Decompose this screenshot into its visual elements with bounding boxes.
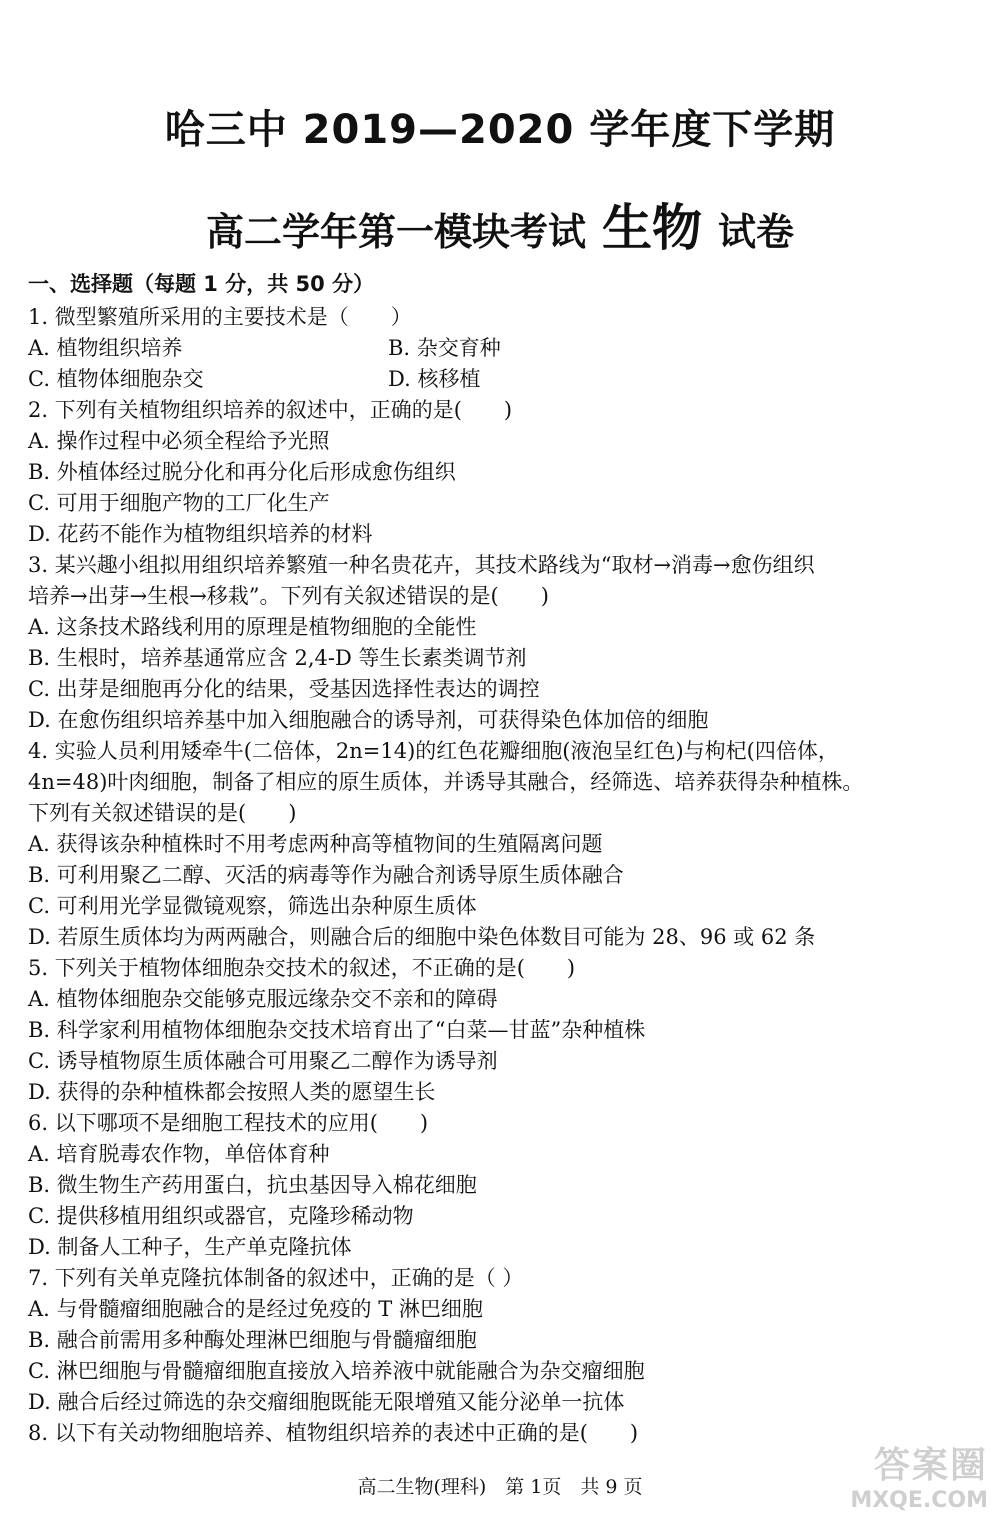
exam-title: 哈三中 2019—2020 学年度下学期 [164, 107, 836, 153]
option-item: C. 植物体细胞杂交 [28, 367, 204, 391]
text-line: B. 生根时，培养基通常应含 2,4-D 等生长素类调节剂 [28, 646, 527, 670]
question-stem: 1. 微型繁殖所采用的主要技术是（ ） [28, 305, 412, 329]
text-line: D. 若原生质体均为两两融合，则融合后的细胞中染色体数目可能为 28、96 或 62 条 [28, 925, 816, 949]
text-line: D. 获得的杂种植株都会按照人类的愿望生长 [28, 1080, 436, 1104]
question-stem: 6. 以下哪项不是细胞工程技术的应用( ) [28, 1111, 429, 1135]
exam-subtitle [0, 188, 1000, 260]
question-stem: 5. 下列关于植物体细胞杂交技术的叙述，不正确的是( ) [28, 956, 576, 980]
text-line: D. 融合后经过筛选的杂交瘤细胞既能无限增殖又能分泌单一抗体 [28, 1390, 625, 1414]
page-footer: 高二生物(理科) 第 1页 共 9 页 [357, 1476, 643, 1498]
text-line: D. 花药不能作为植物组织培养的材料 [28, 522, 373, 546]
question-stem: 3. 某兴趣小组拟用组织培养繁殖一种名贵花卉，其技术路线为“取材→消毒→愈伤组织 [28, 553, 815, 577]
text-line: A. 获得该杂种植株时不用考虑两种高等植物间的生殖隔离问题 [28, 832, 603, 856]
section-heading: 一、选择题（每题 1 分，共 50 分） [28, 272, 375, 296]
text-line: C. 提供移植用组织或器官，克隆珍稀动物 [28, 1204, 414, 1228]
text-line: C. 出芽是细胞再分化的结果，受基因选择性表达的调控 [28, 677, 540, 701]
text-line: A. 与骨髓瘤细胞融合的是经过免疫的 T 淋巴细胞 [28, 1297, 483, 1321]
option-row [28, 333, 973, 364]
subtitle-prefix: 高二学年第一模块考试 [205, 210, 586, 254]
text-line: A. 操作过程中必须全程给予光照 [28, 429, 330, 453]
subtitle-suffix: 试卷 [718, 210, 795, 254]
text-line: D. 制备人工种子，生产单克隆抗体 [28, 1235, 352, 1259]
text-line: A. 这条技术路线利用的原理是植物细胞的全能性 [28, 615, 477, 639]
text-line: 培养→出芽→生根→移栽”。下列有关叙述错误的是( ) [28, 584, 549, 608]
text-line: B. 微生物生产药用蛋白，抗虫基因导入棉花细胞 [28, 1173, 477, 1197]
text-line: B. 可利用聚乙二醇、灭活的病毒等作为融合剂诱导原生质体融合 [28, 863, 624, 887]
option-item: A. 植物组织培养 [28, 336, 183, 360]
text-line: A. 植物体细胞杂交能够克服远缘杂交不亲和的障碍 [28, 987, 498, 1011]
text-line: B. 外植体经过脱分化和再分化后形成愈伤组织 [28, 460, 456, 484]
question-stem: 8. 以下有关动物细胞培养、植物组织培养的表述中正确的是( ) [28, 1421, 639, 1445]
question-stem: 2. 下列有关植物组织培养的叙述中，正确的是( ) [28, 398, 513, 422]
option-item: B. 杂交育种 [388, 336, 501, 360]
subject-name: 生物 [602, 199, 702, 257]
watermark [808, 1437, 988, 1517]
text-line: B. 科学家利用植物体细胞杂交技术培育出了“白菜—甘蓝”杂种植株 [28, 1018, 646, 1042]
text-line: C. 淋巴细胞与骨髓瘤细胞直接放入培养液中就能融合为杂交瘤细胞 [28, 1359, 645, 1383]
text-line: D. 在愈伤组织培养基中加入细胞融合的诱导剂，可获得染色体加倍的细胞 [28, 708, 709, 732]
watermark-url: MXQE.COM [850, 1488, 988, 1513]
text-line: 下列有关叙述错误的是( ) [28, 801, 297, 825]
question-stem: 7. 下列有关单克隆抗体制备的叙述中，正确的是（ ） [28, 1266, 524, 1290]
text-line: B. 融合前需用多种酶处理淋巴细胞与骨髓瘤细胞 [28, 1328, 477, 1352]
question-stem: 4n=48)叶肉细胞，制备了相应的原生质体，并诱导其融合，经筛选、培养获得杂种植株。 [28, 770, 864, 794]
text-line: C. 可利用光学显微镜观察，筛选出杂种原生质体 [28, 894, 477, 918]
text-line: C. 诱导植物原生质体融合可用聚乙二醇作为诱导剂 [28, 1049, 498, 1073]
option-item: D. 核移植 [388, 367, 481, 391]
watermark-logo: 答案圈 [873, 1445, 988, 1486]
text-line: A. 培育脱毒农作物，单倍体育种 [28, 1142, 330, 1166]
question-stem: 4. 实验人员利用矮牵牛(二倍体，2n=14)的红色花瓣细胞(液泡呈红色)与枸杞(四倍体， [28, 739, 839, 763]
text-line: C. 可用于细胞产物的工厂化生产 [28, 491, 330, 515]
question-list [28, 302, 973, 1449]
option-row [28, 364, 973, 395]
